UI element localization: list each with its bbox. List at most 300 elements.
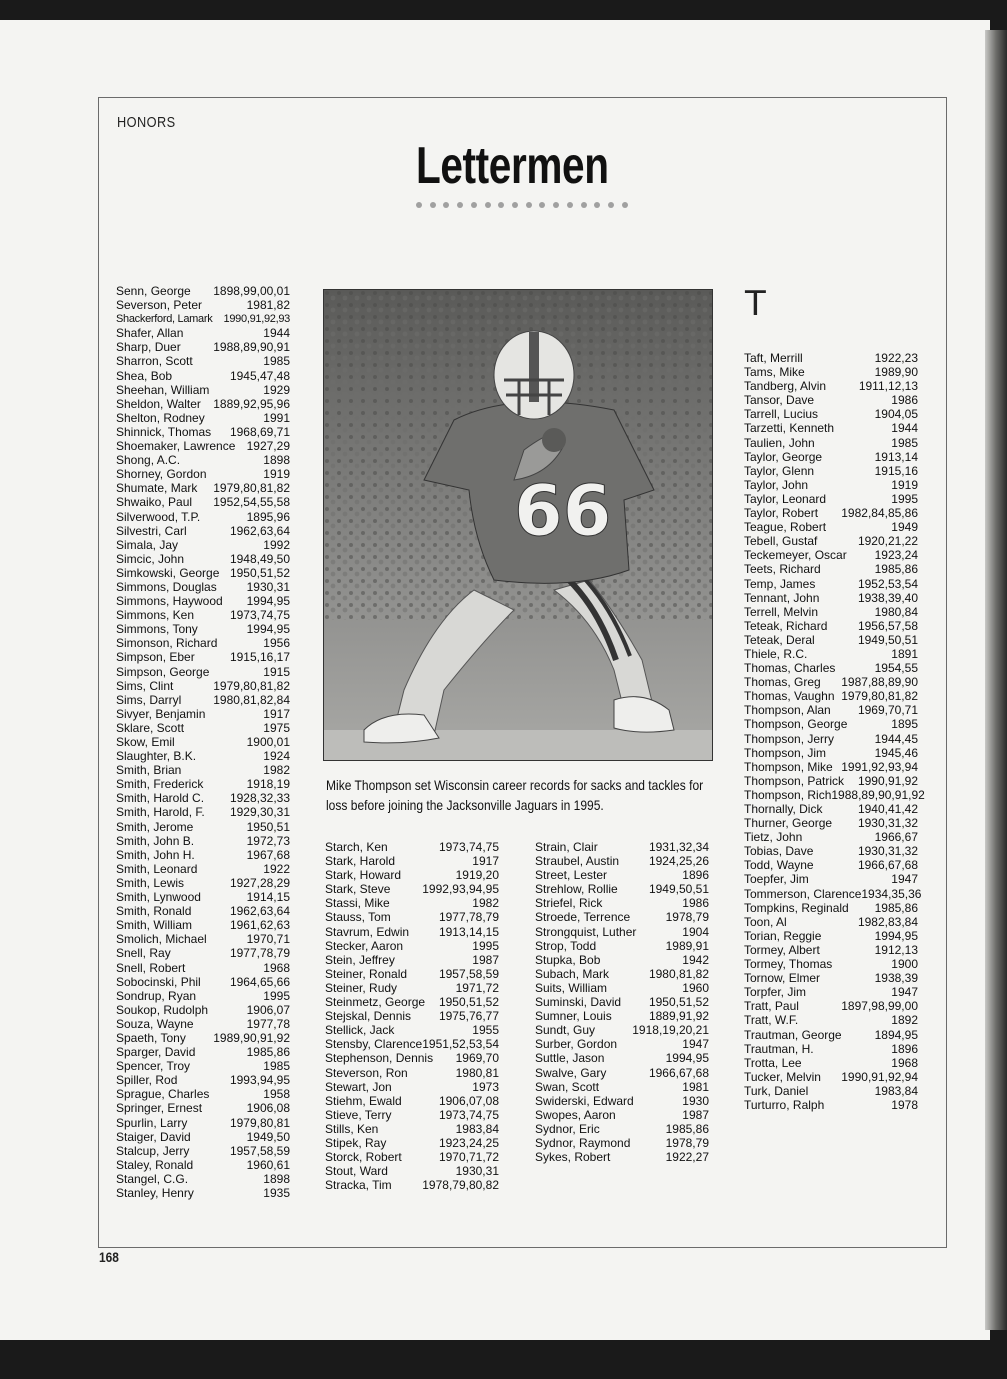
letterman-years: 1931,32,34 [648, 840, 709, 854]
letterman-row [325, 854, 499, 868]
letterman-years: 1950,51,52 [229, 565, 290, 580]
letterman-row [116, 904, 290, 918]
letterman-years: 1964,65,66 [229, 974, 290, 989]
letterman-row [744, 703, 918, 717]
letterman-years: 1927,28,29 [229, 875, 290, 890]
letterman-row [744, 1084, 918, 1098]
letterman-row [325, 1122, 499, 1136]
letterman-column-2 [325, 840, 499, 1192]
letterman-years: 1924,25,26 [648, 854, 709, 869]
letterman-name: Stalcup, Jerry [116, 1143, 190, 1158]
letterman-name: Trotta, Lee [744, 1055, 802, 1070]
letterman-row [744, 379, 918, 393]
letterman-years: 1982,83,84 [857, 914, 918, 929]
letterman-row [744, 464, 918, 478]
letterman-years: 1987 [682, 1107, 709, 1122]
letterman-years: 1990,91,92,93 [223, 313, 290, 326]
letterman-name: Thiele, R.C. [744, 646, 808, 661]
letterman-row [744, 858, 918, 872]
letterman-row [116, 425, 290, 439]
letterman-name: Stejskal, Dennis [325, 1009, 412, 1024]
letterman-row [744, 802, 918, 816]
letterman-row [744, 605, 918, 619]
letterman-row [116, 326, 290, 340]
letterman-row [325, 1066, 499, 1080]
letterman-row [744, 675, 918, 689]
letterman-years: 1930,31,32 [857, 844, 918, 859]
letterman-name: Sparger, David [116, 1045, 196, 1060]
divider-dot [485, 202, 491, 208]
letterman-years: 1914,15 [246, 890, 290, 905]
letterman-row [744, 577, 918, 591]
letterman-years: 1898 [263, 1171, 290, 1186]
letterman-row [116, 566, 290, 580]
letterman-row [744, 999, 918, 1013]
letterman-row [116, 453, 290, 467]
letterman-years: 1944 [891, 421, 918, 436]
letterman-years: 1995 [891, 491, 918, 506]
letterman-row [744, 492, 918, 506]
letterman-name: Tandberg, Alvin [744, 379, 827, 394]
letterman-name: Trautman, George [744, 1027, 842, 1042]
letterman-years: 1978,79 [665, 1135, 709, 1150]
letterman-name: Teteak, Richard [744, 618, 828, 633]
letterman-years: 1927,29 [246, 439, 290, 454]
page-curl-shadow [985, 30, 1007, 1330]
letterman-row [116, 777, 290, 791]
letterman-row [116, 1172, 290, 1186]
letterman-row [325, 910, 499, 924]
letterman-years: 1968 [263, 960, 290, 975]
letterman-years: 1957,58,59 [229, 1143, 290, 1158]
letterman-years: 1972,73 [246, 833, 290, 848]
letterman-row [744, 450, 918, 464]
letterman-name: Smith, William [116, 918, 193, 933]
letterman-years: 1966,67,68 [857, 858, 918, 873]
letterman-years: 1985,86 [246, 1045, 290, 1060]
letterman-row [325, 995, 499, 1009]
letterman-row [116, 1101, 290, 1115]
letterman-years: 1898 [263, 453, 290, 468]
letterman-row [116, 510, 290, 524]
letterman-row [744, 1042, 918, 1056]
letterman-name: Simmons, Tony [116, 622, 198, 637]
letterman-row [325, 1108, 499, 1122]
letterman-years: 1900 [891, 957, 918, 972]
letterman-years: 1957,58,59 [438, 966, 499, 981]
letterman-row [744, 534, 918, 548]
letterman-name: Shafer, Allan [116, 326, 184, 341]
letterman-years: 1913,14,15 [438, 924, 499, 939]
letterman-row [744, 886, 922, 901]
letterman-name: Storck, Robert [325, 1150, 402, 1165]
letterman-row [116, 665, 290, 679]
letterman-years: 1956,57,58 [857, 618, 918, 633]
letterman-name: Turturro, Ralph [744, 1097, 825, 1112]
letterman-column-1 [116, 284, 290, 1200]
letterman-name: Spaeth, Tony [116, 1030, 186, 1045]
letterman-years: 1958 [263, 1087, 290, 1102]
letterman-years: 1906,07 [246, 1002, 290, 1017]
letterman-name: Tormey, Thomas [744, 957, 833, 972]
letterman-years: 1990,91,92,94 [841, 1069, 918, 1084]
letterman-row [116, 946, 290, 960]
letterman-name: Simmons, Haywood [116, 594, 223, 609]
letterman-row [744, 971, 918, 985]
letterman-row [116, 495, 290, 509]
letterman-years: 1928,32,33 [229, 791, 290, 806]
letterman-years: 1979,80,81,82 [213, 481, 290, 496]
letterman-row [744, 1070, 918, 1084]
letterman-name: Tennant, John [744, 590, 820, 605]
letterman-column-4 [744, 351, 925, 1112]
letterman-years: 1979,80,81,82 [841, 689, 918, 704]
letterman-years: 1945,47,48 [229, 368, 290, 383]
letterman-name: Silverwood, T.P. [116, 509, 201, 524]
letterman-years: 1985,86 [874, 562, 918, 577]
letterman-row [116, 1073, 290, 1087]
letterman-years: 1979,80,81 [229, 1115, 290, 1130]
letterman-row [325, 967, 499, 981]
letterman-row [325, 981, 499, 995]
letterman-years: 1978 [891, 1097, 918, 1112]
letterman-years: 1919,20 [455, 868, 499, 883]
letterman-name: Sykes, Robert [535, 1150, 611, 1165]
letterman-row [744, 915, 918, 929]
letterman-name: Sheehan, William [116, 382, 210, 397]
letterman-years: 1948,49,50 [229, 551, 290, 566]
letterman-row [535, 1136, 709, 1150]
letterman-row [535, 1051, 709, 1065]
letterman-years: 1977,78 [246, 1016, 290, 1031]
letterman-name: Stark, Howard [325, 868, 402, 883]
letterman-name: Sims, Darryl [116, 692, 182, 707]
letterman-row [535, 1009, 709, 1023]
letterman-years: 1967,68 [246, 847, 290, 862]
letterman-name: Tratt, Paul [744, 999, 799, 1014]
letterman-name: Subach, Mark [535, 966, 610, 981]
letterman-years: 1922,23 [874, 351, 918, 365]
divider-dot [608, 202, 614, 208]
letterman-years: 1949,50,51 [648, 882, 709, 897]
divider-dot [512, 202, 518, 208]
letterman-row [744, 520, 918, 534]
letterman-years: 1973,74,75 [229, 608, 290, 623]
letterman-name: Tompkins, Reginald [744, 900, 849, 915]
letterman-name: Taft, Merrill [744, 351, 803, 365]
letterman-row [744, 548, 918, 562]
letterman-name: Suits, William [535, 980, 608, 995]
letterman-name: Shwaiko, Paul [116, 495, 193, 510]
letterman-name: Stark, Steve [325, 882, 391, 897]
letterman-row [535, 1066, 709, 1080]
letterman-name: Sklare, Scott [116, 720, 185, 735]
letterman-name: Todd, Wayne [744, 858, 814, 873]
letterman-row [744, 1056, 918, 1070]
letterman-name: Tansor, Dave [744, 393, 815, 408]
letterman-name: Severson, Peter [116, 298, 203, 313]
letterman-name: Stephenson, Dennis [325, 1051, 434, 1066]
letterman-name: Swan, Scott [535, 1079, 600, 1094]
letterman-row [535, 1037, 709, 1051]
letterman-row [116, 481, 290, 495]
letterman-row [116, 1144, 290, 1158]
letterman-row [325, 953, 499, 967]
letterman-name: Tarrell, Lucius [744, 407, 819, 422]
letterman-name: Shackerford, Lamark [116, 313, 213, 326]
letterman-row [744, 1013, 918, 1027]
letterman-row [116, 876, 290, 890]
letterman-row [116, 961, 290, 975]
letterman-row [116, 1017, 290, 1031]
letterman-years: 1942 [682, 952, 709, 967]
letterman-years: 1954,55 [874, 661, 918, 676]
letterman-row [535, 925, 709, 939]
letterman-name: Simmons, Douglas [116, 579, 217, 594]
letterman-years: 1947 [891, 872, 918, 887]
letterman-years: 1962,63,64 [229, 904, 290, 919]
letterman-years: 1992,93,94,95 [422, 882, 499, 897]
letterman-name: Sobocinski, Phil [116, 974, 201, 989]
letterman-years: 1992 [263, 537, 290, 552]
letterman-name: Stein, Jeffrey [325, 952, 395, 967]
letterman-name: Taylor, Leonard [744, 491, 827, 506]
letterman-name: Striefel, Rick [535, 896, 603, 911]
letterman-row [325, 1023, 499, 1037]
letterman-name: Strain, Clair [535, 840, 598, 854]
letterman-years: 1900,01 [246, 735, 290, 749]
letterman-name: Taylor, John [744, 477, 809, 492]
letterman-name: Simpson, Eber [116, 650, 195, 665]
letterman-years: 1985 [891, 435, 918, 450]
jersey-number: 66 [514, 470, 612, 552]
divider-dot [594, 202, 600, 208]
letterman-row [116, 354, 290, 368]
letterman-name: Thompson, Alan [744, 703, 831, 718]
letterman-row [325, 1150, 499, 1164]
letterman-name: Stavrum, Edwin [325, 924, 410, 939]
letterman-name: Senn, George [116, 284, 191, 298]
letterman-row [535, 995, 709, 1009]
letterman-years: 1985,86 [665, 1121, 709, 1136]
letterman-years: 1968 [891, 1055, 918, 1070]
letterman-row [535, 896, 709, 910]
letterman-name: Shumate, Mark [116, 481, 198, 496]
divider-dot [498, 202, 504, 208]
letterman-name: Sundt, Guy [535, 1023, 596, 1038]
letterman-row [116, 467, 290, 481]
letterman-years: 1985,86 [874, 900, 918, 915]
letterman-years: 1923,24 [874, 548, 918, 563]
letterman-row [744, 929, 918, 943]
letterman-years: 1935 [263, 1186, 290, 1200]
letterman-row [744, 661, 918, 675]
letterman-row [744, 619, 918, 633]
divider-dot [443, 202, 449, 208]
letterman-row [325, 925, 499, 939]
letterman-years: 1960 [682, 980, 709, 995]
letterman-row [744, 872, 918, 886]
letterman-name: Staiger, David [116, 1129, 191, 1144]
letterman-row [116, 552, 290, 566]
letterman-years: 1982 [263, 763, 290, 778]
letterman-years: 1895 [891, 717, 918, 732]
letterman-name: Strehlow, Rollie [535, 882, 618, 897]
letterman-years: 1983,84 [874, 1083, 918, 1098]
letterman-name: Terrell, Melvin [744, 604, 819, 619]
letterman-name: Sheldon, Walter [116, 396, 201, 411]
letterman-name: Smolich, Michael [116, 932, 207, 947]
letterman-years: 1978,79 [665, 910, 709, 925]
letterman-row [744, 732, 918, 746]
divider-dot [539, 202, 545, 208]
letterman-years: 1956 [263, 636, 290, 651]
letterman-row [744, 591, 918, 605]
letterman-row [116, 312, 290, 326]
letterman-name: Stiehm, Ewald [325, 1093, 402, 1108]
letterman-years: 1989,90,91,92 [213, 1030, 290, 1045]
letterman-row [116, 298, 290, 312]
letterman-row [325, 896, 499, 910]
letterman-row [325, 1037, 499, 1051]
letterman-years: 1897,98,99,00 [841, 999, 918, 1014]
letterman-name: Surber, Gordon [535, 1037, 618, 1052]
section-label: HONORS [117, 114, 176, 131]
letterman-row [744, 985, 918, 999]
letterman-years: 1896 [682, 868, 709, 883]
letterman-years: 1986 [891, 393, 918, 408]
letterman-row [535, 840, 709, 854]
letterman-name: Teteak, Deral [744, 632, 815, 647]
letterman-name: Sydnor, Eric [535, 1121, 600, 1136]
letterman-row [116, 1158, 290, 1172]
letterman-years: 1952,53,54 [857, 576, 918, 591]
letterman-name: Sharp, Duer [116, 340, 181, 355]
letterman-name: Spiller, Rod [116, 1073, 178, 1088]
letterman-years: 1973 [472, 1079, 499, 1094]
football-player-image [324, 290, 712, 760]
letterman-years: 1983,84 [455, 1121, 499, 1136]
letterman-row [535, 1122, 709, 1136]
letterman-name: Skow, Emil [116, 735, 175, 749]
page-number: 168 [99, 1249, 119, 1265]
letterman-years: 1966,67,68 [648, 1065, 709, 1080]
letterman-row [744, 943, 918, 957]
letterman-row [116, 834, 290, 848]
letterman-row [116, 1130, 290, 1144]
letterman-row [744, 689, 918, 703]
letterman-name: Sprague, Charles [116, 1087, 210, 1102]
letterman-name: Taulien, John [744, 435, 815, 450]
letterman-name: Stellick, Jack [325, 1023, 395, 1038]
letterman-row [535, 1094, 709, 1108]
letterman-name: Tebell, Gustaf [744, 534, 818, 549]
letterman-name: Taylor, George [744, 449, 823, 464]
letterman-name: Thomas, Greg [744, 675, 821, 690]
letterman-name: Smith, John H. [116, 847, 195, 862]
letterman-row [116, 1186, 290, 1200]
letterman-row [744, 633, 918, 647]
letterman-years: 1930,31 [246, 579, 290, 594]
letterman-name: Slaughter, B.K. [116, 749, 197, 764]
letterman-row [744, 844, 918, 858]
letterman-row [744, 1098, 918, 1112]
letterman-years: 1987 [472, 952, 499, 967]
letterman-row [744, 816, 918, 830]
letterman-name: Shoemaker, Lawrence [116, 439, 236, 454]
letterman-name: Silvestri, Carl [116, 523, 187, 538]
letterman-name: Suminski, David [535, 995, 622, 1010]
letterman-row [535, 910, 709, 924]
letterman-years: 1980,81,82 [648, 966, 709, 981]
letterman-name: Snell, Ray [116, 946, 171, 961]
letterman-row [535, 854, 709, 868]
letterman-name: Straubel, Austin [535, 854, 620, 869]
letterman-name: Teets, Richard [744, 562, 821, 577]
letterman-years: 1975,76,77 [438, 1009, 499, 1024]
letterman-years: 1950,51,52 [648, 995, 709, 1010]
letterman-row [116, 791, 290, 805]
letterman-row [116, 411, 290, 425]
divider-dot [457, 202, 463, 208]
letterman-years: 1915,16,17 [229, 650, 290, 665]
letterman-name: Toon, Al [744, 914, 787, 929]
letterman-name: Smith, Jerome [116, 819, 194, 834]
letterman-row [744, 774, 918, 788]
letterman-name: Simkowski, George [116, 565, 220, 580]
letterman-row [116, 284, 290, 298]
letterman-years: 1950,51,52 [438, 995, 499, 1010]
letterman-years: 1952,54,55,58 [213, 495, 290, 510]
letterman-row [116, 932, 290, 946]
letterman-row [535, 967, 709, 981]
letterman-row [116, 580, 290, 594]
letterman-years: 1988,89,90,91,92 [831, 787, 925, 802]
letterman-name: Souza, Wayne [116, 1016, 194, 1031]
letterman-years: 1949,50 [246, 1129, 290, 1144]
letterman-years: 1994,95 [246, 622, 290, 637]
letterman-years: 1938,39,40 [857, 590, 918, 605]
letterman-name: Stipek, Ray [325, 1135, 387, 1150]
letterman-name: Street, Lester [535, 868, 608, 883]
letterman-row [744, 1028, 918, 1042]
divider-dot [416, 202, 422, 208]
letterman-years: 1960,61 [246, 1157, 290, 1172]
letterman-years: 1981,82 [246, 298, 290, 313]
letterman-row [325, 1164, 499, 1178]
letterman-row [744, 746, 918, 760]
letterman-row [116, 340, 290, 354]
letterman-years: 1911,12,13 [858, 379, 918, 394]
letterman-row [744, 351, 918, 365]
letterman-name: Smith, Lewis [116, 875, 185, 890]
section-letter: T [745, 284, 766, 324]
letterman-row [116, 721, 290, 735]
letterman-row [116, 1059, 290, 1073]
letterman-years: 1981 [682, 1079, 709, 1094]
letterman-row [325, 939, 499, 953]
letterman-years: 1917 [472, 854, 499, 869]
letterman-row [744, 365, 918, 379]
letterman-years: 1985 [263, 1059, 290, 1074]
letterman-name: Stewart, Jon [325, 1079, 392, 1094]
letterman-name: Swiderski, Edward [535, 1093, 634, 1108]
letterman-name: Steiner, Ronald [325, 966, 408, 981]
divider-dot [471, 202, 477, 208]
letterman-name: Taylor, Robert [744, 506, 819, 521]
letterman-years: 1980,81 [455, 1065, 499, 1080]
letterman-name: Smith, Ronald [116, 904, 192, 919]
